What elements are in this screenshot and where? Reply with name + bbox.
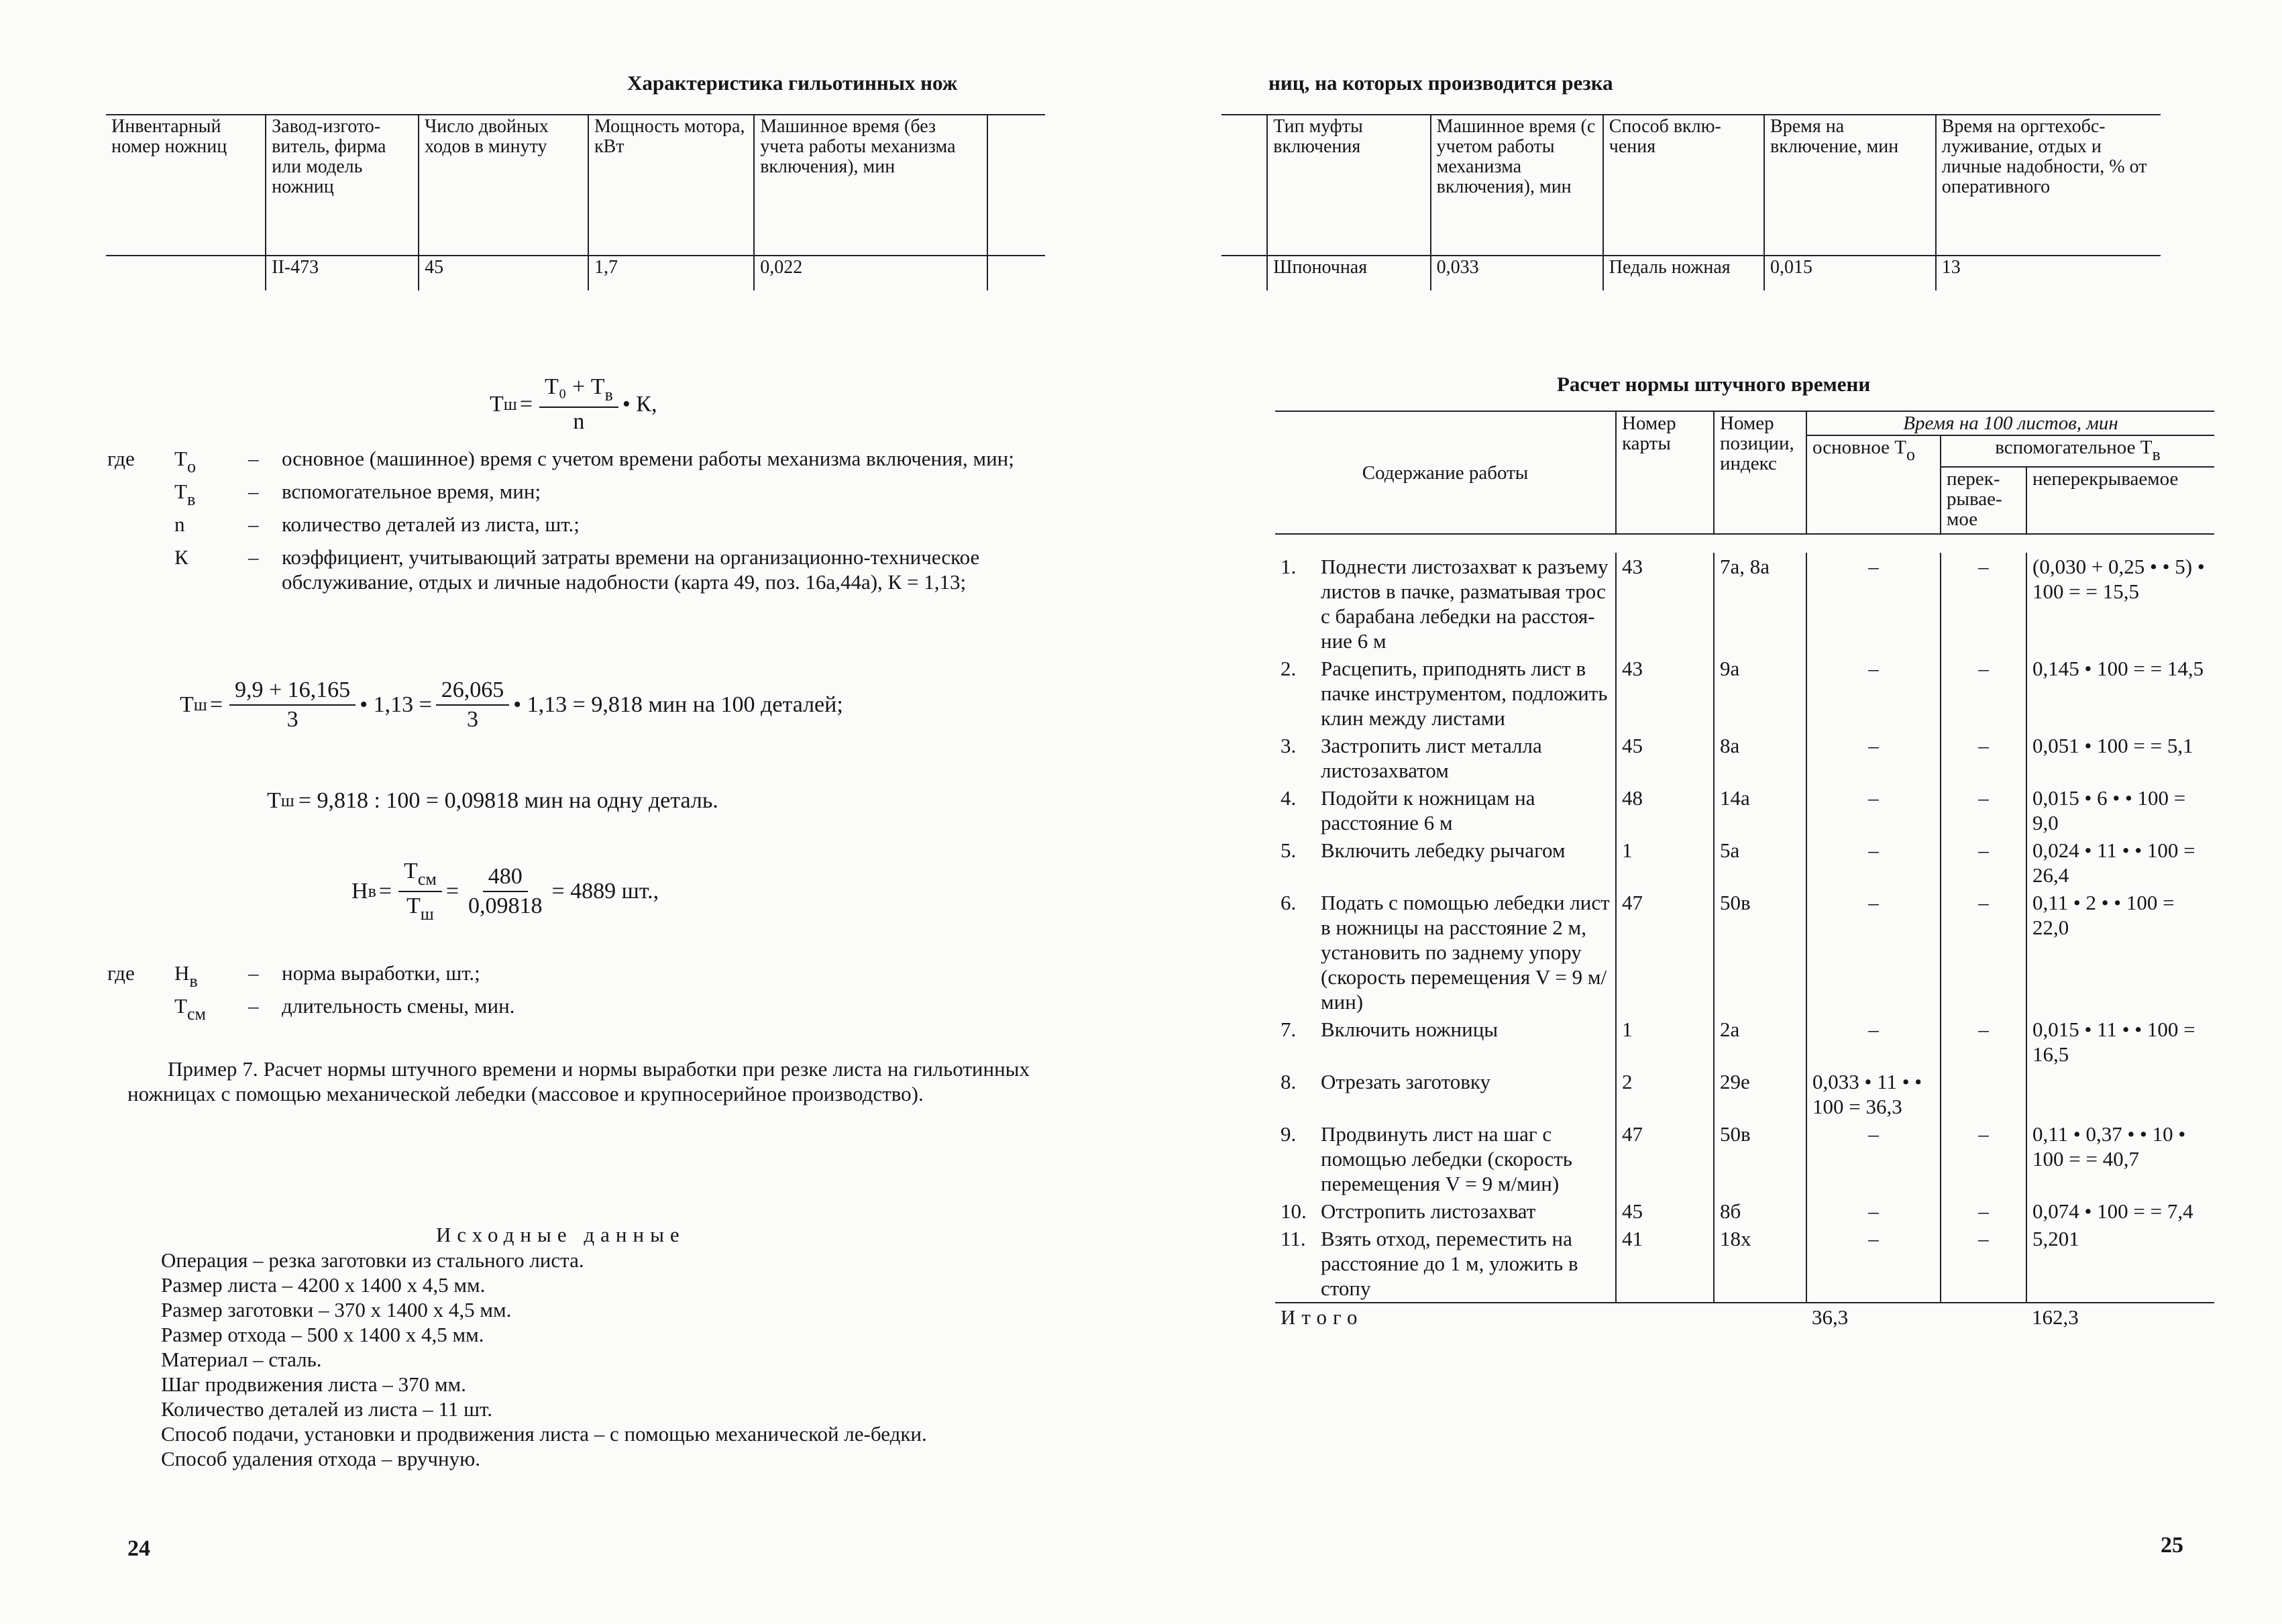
cell-switch-method: Педаль ножная — [1603, 256, 1764, 290]
total-main: 36,3 — [1812, 1305, 1849, 1329]
col-switch-method: Способ включения — [1603, 115, 1764, 256]
norm-calc-table — [1275, 411, 2214, 1331]
col-inventory: Инвентарный номер ножниц — [111, 116, 227, 157]
cell-machine-time: 0,033 — [1431, 256, 1603, 290]
col-manufacturer: Завод-изготовитель, фирма или модель ножниц — [266, 115, 419, 256]
initial-data-list — [127, 1248, 1030, 1471]
legend-row: где $Н_в$ – норма выработки, шт.; — [107, 961, 480, 991]
calc-output-norm: Н в = $\frac{Т_{см}}{Т_ш}$ = $\frac{480}{0,09818}$ = 4889 шт., — [351, 859, 659, 924]
fraction: $\frac{Т_{см}}{Т_ш}$ — [398, 859, 442, 924]
col-machine-time: Машинное время (без учета работы механизма включения), мин — [754, 115, 987, 256]
shears-table-left — [106, 114, 1045, 290]
table-row: 11. Взять отход, переместить на расстояние до 1 м, уложить в стопу 41 18х – – 5,201 — [1275, 1225, 2214, 1303]
col-nonoverlap: неперекрываемое — [2026, 467, 2214, 534]
initial-line: Материал – сталь. — [161, 1348, 322, 1371]
table-row: 2. Расцепить, приподнять лист в пачке инструментом, подложить клин между листами 43 9а – – 0,145 • 100 = = 14,5 — [1275, 655, 2214, 732]
table-row: 4. Подойти к ножницам на расстояние 6 м 48 14а – – 0,015 • 6 • • 100 = 9,0 — [1275, 784, 2214, 836]
initial-data-title: Исходные данные — [436, 1223, 686, 1246]
page-number-right: 25 — [2161, 1533, 2183, 1558]
table-row: 3. Застропить лист металла листозахватом 45 8а – – 0,051 • 100 = = 5,1 — [1275, 732, 2214, 784]
fraction: $\frac{26,065}{3}$ — [436, 678, 510, 733]
legend-row: n – количество деталей из листа, шт.; — [174, 512, 580, 536]
cell-strokes: 45 — [419, 256, 588, 290]
initial-line: Шаг продвижения листа – 370 мм. — [161, 1372, 466, 1396]
fraction: $\frac{9,9 + 16,165}{3}$ — [229, 678, 356, 733]
table-row: 8. Отрезать заготовку 2 29е 0,033 • 11 • • 100 = 36,3 — [1275, 1068, 2214, 1120]
table-row: 9. Продвинуть лист на шаг с помощью лебедки (скорость перемещения V = 9 м/мин) 47 50в – – 0,11 • 0,37 • • 10 • 100 = = 40,7 — [1275, 1120, 2214, 1197]
cell-clutch: Шпоночная — [1267, 256, 1430, 290]
col-position: Номер позиции, индекс — [1714, 411, 1806, 534]
initial-line: Размер листа – 4200 х 1400 х 4,5 мм. — [161, 1273, 486, 1297]
initial-line: Количество деталей из листа – 11 шт. — [161, 1397, 492, 1421]
col-strokes: Число двойных ходов в минуту — [419, 115, 588, 256]
col-clutch: Тип муфты включения — [1267, 115, 1430, 256]
col-overlap: перекрываемое — [1941, 467, 2026, 534]
calc-piece-time: Т ш = $\frac{9,9 + 16,165}{3}$ • 1,13 = $\frac{26,065}{3}$ • 1,13 = 9,818 мин на 100 деталей; — [180, 678, 843, 732]
example-text: Пример 7. Расчет нормы штучного времени и нормы выработки при резке листа на гильотинных ножницах с помощью механической лебедки (массовое и крупносерийное производство). — [127, 1057, 1030, 1105]
legend-row: К – коэффициент, учитывающий затраты времени на организационно-техническое обслуживание, отдых и личные надобности (карта 49, поз. 16а,44а), К = 1,13; — [174, 545, 980, 594]
total-row — [1275, 1303, 2214, 1331]
total-label: Итого — [1281, 1305, 1364, 1329]
legend-2 — [107, 961, 778, 1026]
initial-line: Способ подачи, установки и продвижения листа – с помощью механической ле-бедки. — [161, 1422, 927, 1446]
col-main-time: основное То — [1806, 435, 1941, 534]
legend-1 — [107, 446, 1026, 594]
formula-piece-time: Т ш = $\frac{Т_0 + Т_в}{n}$ • К, — [490, 374, 657, 434]
right-page — [1141, 0, 2282, 1624]
col-machine-time: Машинное время (с учетом работы механизма включения), мин — [1431, 115, 1603, 256]
table-row: 1. Поднести листозахват к разъему листов в пачке, разматывая трос с барабана лебедки на расстояние 6 м 43 7а, 8а – – (0,030 + 0,25 • • 5) • 100 = = 15,5 — [1275, 553, 2214, 655]
col-card: Номер карты — [1616, 411, 1714, 534]
initial-line: Размер заготовки – 370 х 1400 х 4,5 мм. — [161, 1298, 512, 1321]
initial-line: Способ удаления отхода – вручную. — [161, 1447, 481, 1470]
legend-row: $Т_в$ – вспомогательное время, мин; — [174, 480, 541, 509]
cell-switch-time: 0,015 — [1764, 256, 1936, 290]
table-row: 7. Включить ножницы 1 2а – – 0,015 • 11 • • 100 = 16,5 — [1275, 1016, 2214, 1068]
table-row: 5. Включить лебедку рычагом 1 5а – – 0,024 • 11 • • 100 = 26,4 — [1275, 836, 2214, 889]
col-time-group: Время на 100 листов, мин — [1806, 411, 2214, 435]
legend-row: где $Т_о$ – основное (машинное) время с учетом времени работы механизма включения, мин; — [107, 447, 1014, 476]
legend-row: $Т_{см}$ – длительность смены, мин. — [174, 994, 515, 1024]
col-service-pct: Время на оргтехобслуживание, отдых и личные надобности, % от оперативного — [1936, 115, 2161, 256]
calc-table-title: Расчет нормы штучного времени — [1557, 372, 1871, 396]
cell-power: 1,7 — [588, 256, 754, 290]
shears-table-right — [1221, 114, 2161, 290]
col-aux-group: вспомогательное Тв — [1941, 435, 2214, 467]
col-power: Мощность мотора, кВт — [588, 115, 754, 256]
total-nonoverlap: 162,3 — [2032, 1305, 2079, 1329]
table-row: 10. Отстропить листозахват 45 8б – – 0,074 • 100 = = 7,4 — [1275, 1197, 2214, 1225]
fraction: $\frac{480}{0,09818}$ — [468, 864, 543, 918]
cell-service-pct: 13 — [1936, 256, 2161, 290]
cell-manufacturer: II-473 — [266, 256, 419, 290]
initial-line: Операция – резка заготовки из стального листа. — [161, 1248, 584, 1272]
table-title-right: ниц, на которых производится резка — [1268, 71, 1613, 95]
cell-machine-time: 0,022 — [754, 256, 987, 290]
col-switch-time: Время на включение, мин — [1764, 115, 1936, 256]
table-row: 6. Подать с помощью лебедки лист в ножницы на расстояние 2 м, установить по заднему упору (скорость перемещения V = 9 м/мин) 47 50в – – 0,11 • 2 • • 100 = 22,0 — [1275, 889, 2214, 1016]
table-title-left: Характеристика гильотинных нож — [627, 71, 958, 95]
col-content: Содержание работы — [1362, 462, 1529, 484]
fraction: $\frac{Т_0 + Т_в}{n}$ — [539, 374, 618, 435]
initial-line: Размер отхода – 500 х 1400 х 4,5 мм. — [161, 1323, 484, 1346]
calc-per-part: Т ш = 9,818 : 100 = 0,09818 мин на одну деталь. — [267, 788, 718, 813]
cell-inventory — [106, 256, 266, 290]
page-number-left: 24 — [127, 1536, 150, 1561]
